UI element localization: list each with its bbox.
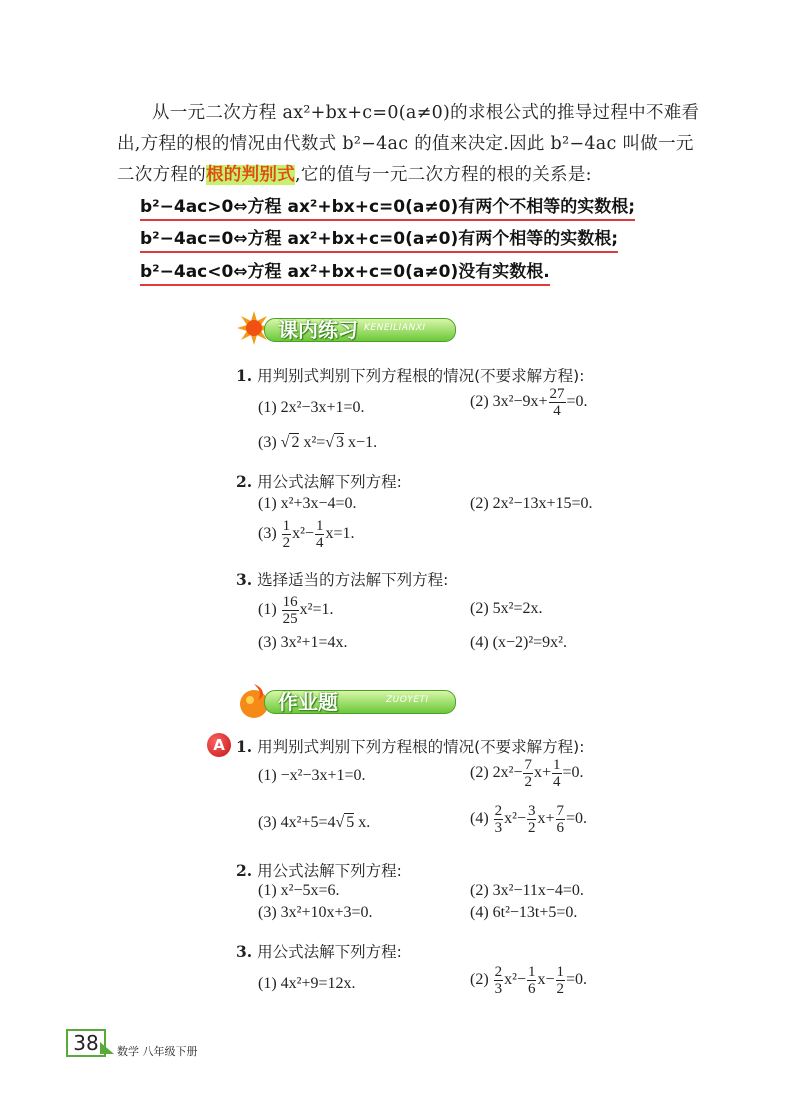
homework-q3-a: (1) 4x²+9=12x.	[258, 975, 356, 992]
practice-title: 课内练习	[278, 318, 358, 342]
homework-q2: 2. 用公式法解下列方程:	[236, 861, 402, 880]
rule-underline	[140, 219, 635, 221]
practice-banner	[236, 314, 456, 342]
homework-q2-d: (4) 6t²−13t+5=0.	[470, 904, 578, 921]
practice-q3-d: (4) (x−2)²=9x².	[470, 634, 567, 651]
practice-q1: 1. 用判别式判别下列方程根的情况(不要求解方程):	[236, 366, 585, 385]
practice-q3: 3. 选择适当的方法解下列方程:	[236, 570, 449, 589]
homework-subtitle: ZUOYETI	[386, 695, 429, 705]
practice-q3-a: (1) $\frac{16}{25}$ x²=1.	[258, 594, 334, 627]
homework-q2-c: (3) 3x²+10x+3=0.	[258, 904, 373, 921]
practice-q1-c: (3) √ 2 x²=√ 3 x−1.	[258, 434, 378, 451]
intro-paragraph	[117, 98, 707, 191]
book-title: 数学 八年级下册	[117, 1045, 198, 1058]
rule-negative: b²−4ac<0⇔方程 ax²+bx+c=0(a≠0)没有实数根.	[140, 257, 550, 282]
intro-line-1: 从一元二次方程 ax²+bx+c=0(a≠0)的求根公式的推导过程中不难看	[152, 103, 700, 123]
practice-q2-a: (1) x²+3x−4=0.	[258, 495, 357, 512]
rule-zero: b²−4ac=0⇔方程 ax²+bx+c=0(a≠0)有两个相等的实数根;	[140, 224, 618, 249]
homework-banner	[236, 686, 456, 714]
homework-q2-a: (1) x²−5x=6.	[258, 882, 340, 899]
practice-q2-b: (2) 2x²−13x+15=0.	[470, 495, 593, 512]
practice-q3-b: (2) 5x²=2x.	[470, 600, 543, 617]
practice-q2: 2. 用公式法解下列方程:	[236, 472, 402, 491]
homework-q1-d: (4) $\frac{2}{3}$ x²− $\frac{3}{2}$ x+ $\frac{7}{6}$ =0.	[470, 803, 588, 836]
level-a-badge: A	[207, 733, 231, 757]
homework-q1-b: (2) 2x²− $\frac{7}{2}$ x+ $\frac{1}{4}$ =0.	[470, 757, 584, 790]
rule-positive: b²−4ac>0⇔方程 ax²+bx+c=0(a≠0)有两个不相等的实数根;	[140, 192, 635, 217]
intro-line-3: 二次方程的根的判别式,它的值与一元二次方程的根的关系是:	[117, 165, 592, 185]
homework-q1-a: (1) −x²−3x+1=0.	[258, 767, 366, 784]
practice-subtitle: KENEILIANXI	[364, 323, 426, 333]
practice-q1-b: (2) 3x²−9x+ $\frac{27}{4}$ =0.	[470, 386, 588, 419]
practice-q1-a: (1) 2x²−3x+1=0.	[258, 399, 365, 416]
homework-title: 作业题	[278, 690, 338, 714]
homework-q1-c: (3) 4x²+5=4√ 5 x.	[258, 814, 371, 831]
rule-underline	[140, 251, 618, 253]
homework-q3: 3. 用公式法解下列方程:	[236, 942, 402, 961]
intro-line-2: 出,方程的根的情况由代数式 b²−4ac 的值来决定.因此 b²−4ac 叫做一元	[117, 134, 694, 154]
homework-q1: 1. 用判别式判别下列方程根的情况(不要求解方程):	[236, 737, 585, 756]
highlight-term: 根的判别式	[206, 165, 295, 185]
practice-q2-c: (3) $\frac{1}{2}$ x²− $\frac{1}{4}$ x=1.	[258, 518, 355, 551]
practice-q3-c: (3) 3x²+1=4x.	[258, 634, 348, 651]
homework-q2-b: (2) 3x²−11x−4=0.	[470, 882, 584, 899]
rule-underline	[140, 284, 550, 286]
fraction: $\frac{27}{4}$	[549, 386, 565, 419]
page-number: 38	[66, 1029, 106, 1057]
homework-q3-b: (2) $\frac{2}{3}$ x²− $\frac{1}{6}$ x− $\frac{1}{2}$ =0.	[470, 964, 588, 997]
